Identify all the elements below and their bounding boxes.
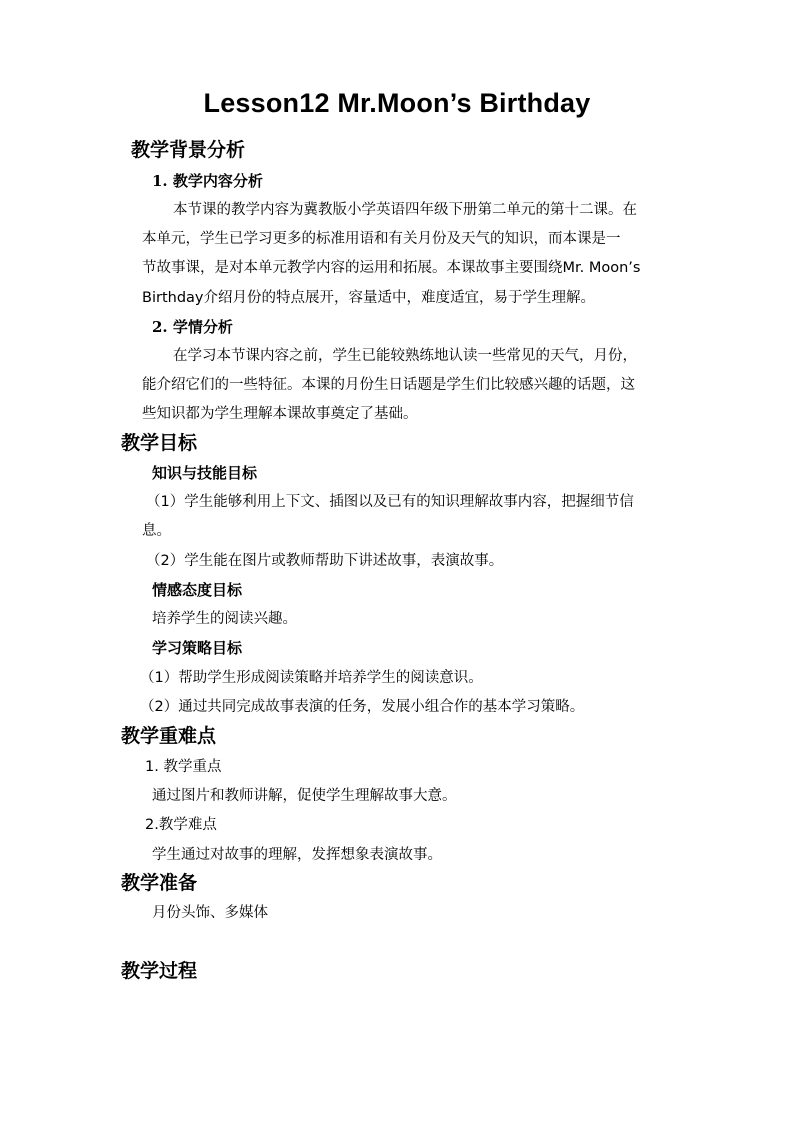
section-heading-process: 教学过程 [121,960,198,982]
paragraph-line: 培养学生的阅读兴趣。 [152,611,297,627]
subheading-difficulty: 2.教学难点 [145,817,217,833]
paragraph-line: （1）帮助学生形成阅读策略并培养学生的阅读意识。 [140,670,483,686]
subheading-strategy-goals: 学习策略目标 [152,639,243,657]
paragraph-line: 月份头饰、多媒体 [152,905,268,921]
subheading-emotion-goals: 情感态度目标 [152,581,243,599]
section-heading-key-points: 教学重难点 [121,725,217,747]
paragraph-line: （2）学生能在图片或教师帮助下讲述故事，表演故事。 [146,553,504,569]
section-heading-preparation: 教学准备 [121,872,198,894]
paragraph-line: 节故事课，是对本单元教学内容的运用和拓展。本课故事主要围绕Mr. Moon’s [142,260,641,276]
paragraph-line: 息。 [142,523,171,539]
paragraph-line: （2）通过共同完成故事表演的任务，发展小组合作的基本学习策略。 [140,699,585,715]
paragraph-line: 在学习本节课内容之前，学生已能较熟练地认读一些常见的天气，月份， [173,348,637,364]
section-heading-objectives: 教学目标 [121,432,198,454]
paragraph-line: （1）学生能够利用上下文、插图以及已有的知识理解故事内容，把握细节信 [146,494,634,510]
document-title: Lesson12 Mr.Moon’s Birthday [203,88,591,118]
subheading-student-analysis: 2. 学情分析 [152,318,233,336]
subheading-content-analysis: 1. 教学内容分析 [152,172,263,190]
paragraph-line: 本节课的教学内容为冀教版小学英语四年级下册第二单元的第十二课。在 [173,202,637,218]
paragraph-line: 些知识都为学生理解本课故事奠定了基础。 [142,406,418,422]
paragraph-line: Birthday介绍月份的特点展开，容量适中，难度适宜，易于学生理解。 [142,290,595,306]
paragraph-line: 通过图片和教师讲解，促使学生理解故事大意。 [152,788,457,804]
paragraph-line: 学生通过对故事的理解，发挥想象表演故事。 [152,847,442,863]
paragraph-line: 本单元，学生已学习更多的标准用语和有关月份及天气的知识，而本课是一 [142,231,621,247]
section-heading-background: 教学背景分析 [131,139,246,161]
subheading-focus: 1. 教学重点 [145,759,222,775]
subheading-knowledge-goals: 知识与技能目标 [152,464,258,482]
paragraph-line: 能介绍它们的一些特征。本课的月份生日话题是学生们比较感兴趣的话题，这 [142,377,635,393]
